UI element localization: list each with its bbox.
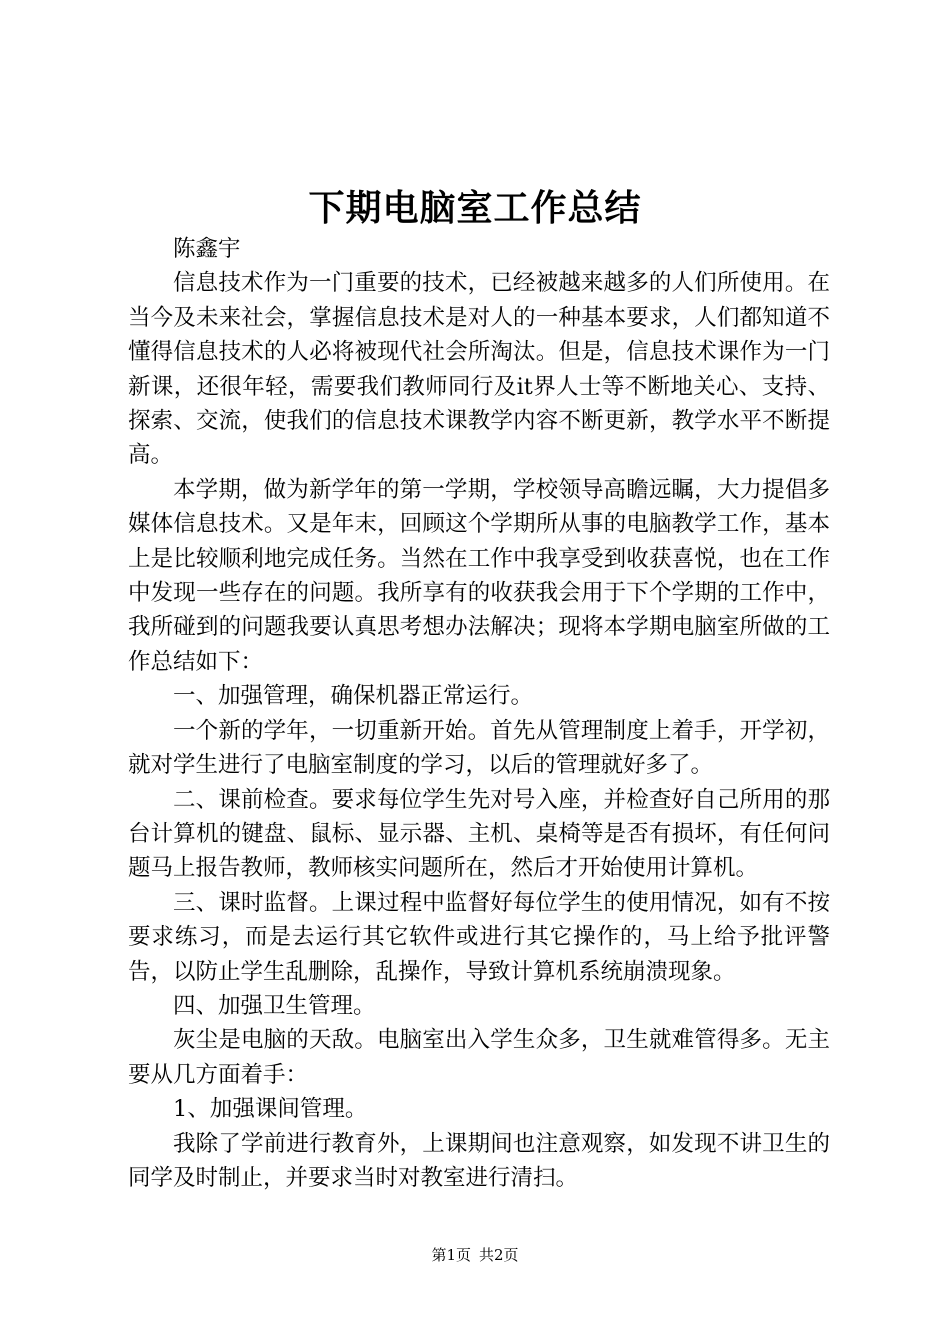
section-heading: 四、加强卫生管理。 <box>173 992 376 1019</box>
document-body <box>128 232 830 1195</box>
page-number: 第1页 <box>431 1246 471 1264</box>
author-line: 陈鑫宇 <box>173 236 241 262</box>
subsection-heading: 1、加强课间管理。 <box>173 1096 368 1123</box>
paragraph: 二、课前检查。要求每位学生先对号入座，并检查好自己所用的那台计算机的键盘、鼠标、显示器、主机、桌椅等是否有损坏，有任何问题马上报告教师，教师核实问题所在，然后才开始使用计算机。 <box>128 786 830 882</box>
paragraph: 三、课时监督。上课过程中监督好每位学生的使用情况，如有不按要求练习，而是去运行其它软件或进行其它操作的，马上给予批评警告，以防止学生乱删除，乱操作，导致计算机系统崩溃现象。 <box>128 889 830 985</box>
paragraph: 一个新的学年，一切重新开始。首先从管理制度上着手，开学初，就对学生进行了电脑室制度的学习，以后的管理就好多了。 <box>128 717 830 779</box>
section-heading: 一、加强管理，确保机器正常运行。 <box>173 683 534 710</box>
paragraph: 我除了学前进行教育外，上课期间也注意观察，如发现不讲卫生的同学及时制止，并要求当时对教室进行清扫。 <box>128 1130 830 1191</box>
document-title: 下期电脑室工作总结 <box>308 187 642 229</box>
paragraph: 灰尘是电脑的天敌。电脑室出入学生众多，卫生就难管得多。无主要从几方面着手： <box>128 1027 830 1088</box>
paragraph: 信息技术作为一门重要的技术，已经被越来越多的人们所使用。在当今及未来社会，掌握信息技术是对人的一种基本要求，人们都知道不懂得信息技术的人必将被现代社会所淘汰。但是，信息技术课作为一门新课，还很年轻，需要我们教师同行及it界人士等不断地关心、支持、探索、交流，使我们的信息技术课教学内容不断更新，教学水平不断提高。 <box>128 270 830 469</box>
paragraph: 本学期，做为新学年的第一学期，学校领导高瞻远瞩，大力提倡多媒体信息技术。又是年末，回顾这个学期所从事的电脑教学工作，基本上是比较顺利地完成任务。当然在工作中我享受到收获喜悦，也在工作中发现一些存在的问题。我所享有的收获我会用于下个学期的工作中，我所碰到的问题我要认真思考想办法解决；现将本学期电脑室所做的工作总结如下： <box>128 476 830 675</box>
page-total: 共2页 <box>479 1246 519 1264</box>
page-footer <box>0 1244 950 1266</box>
